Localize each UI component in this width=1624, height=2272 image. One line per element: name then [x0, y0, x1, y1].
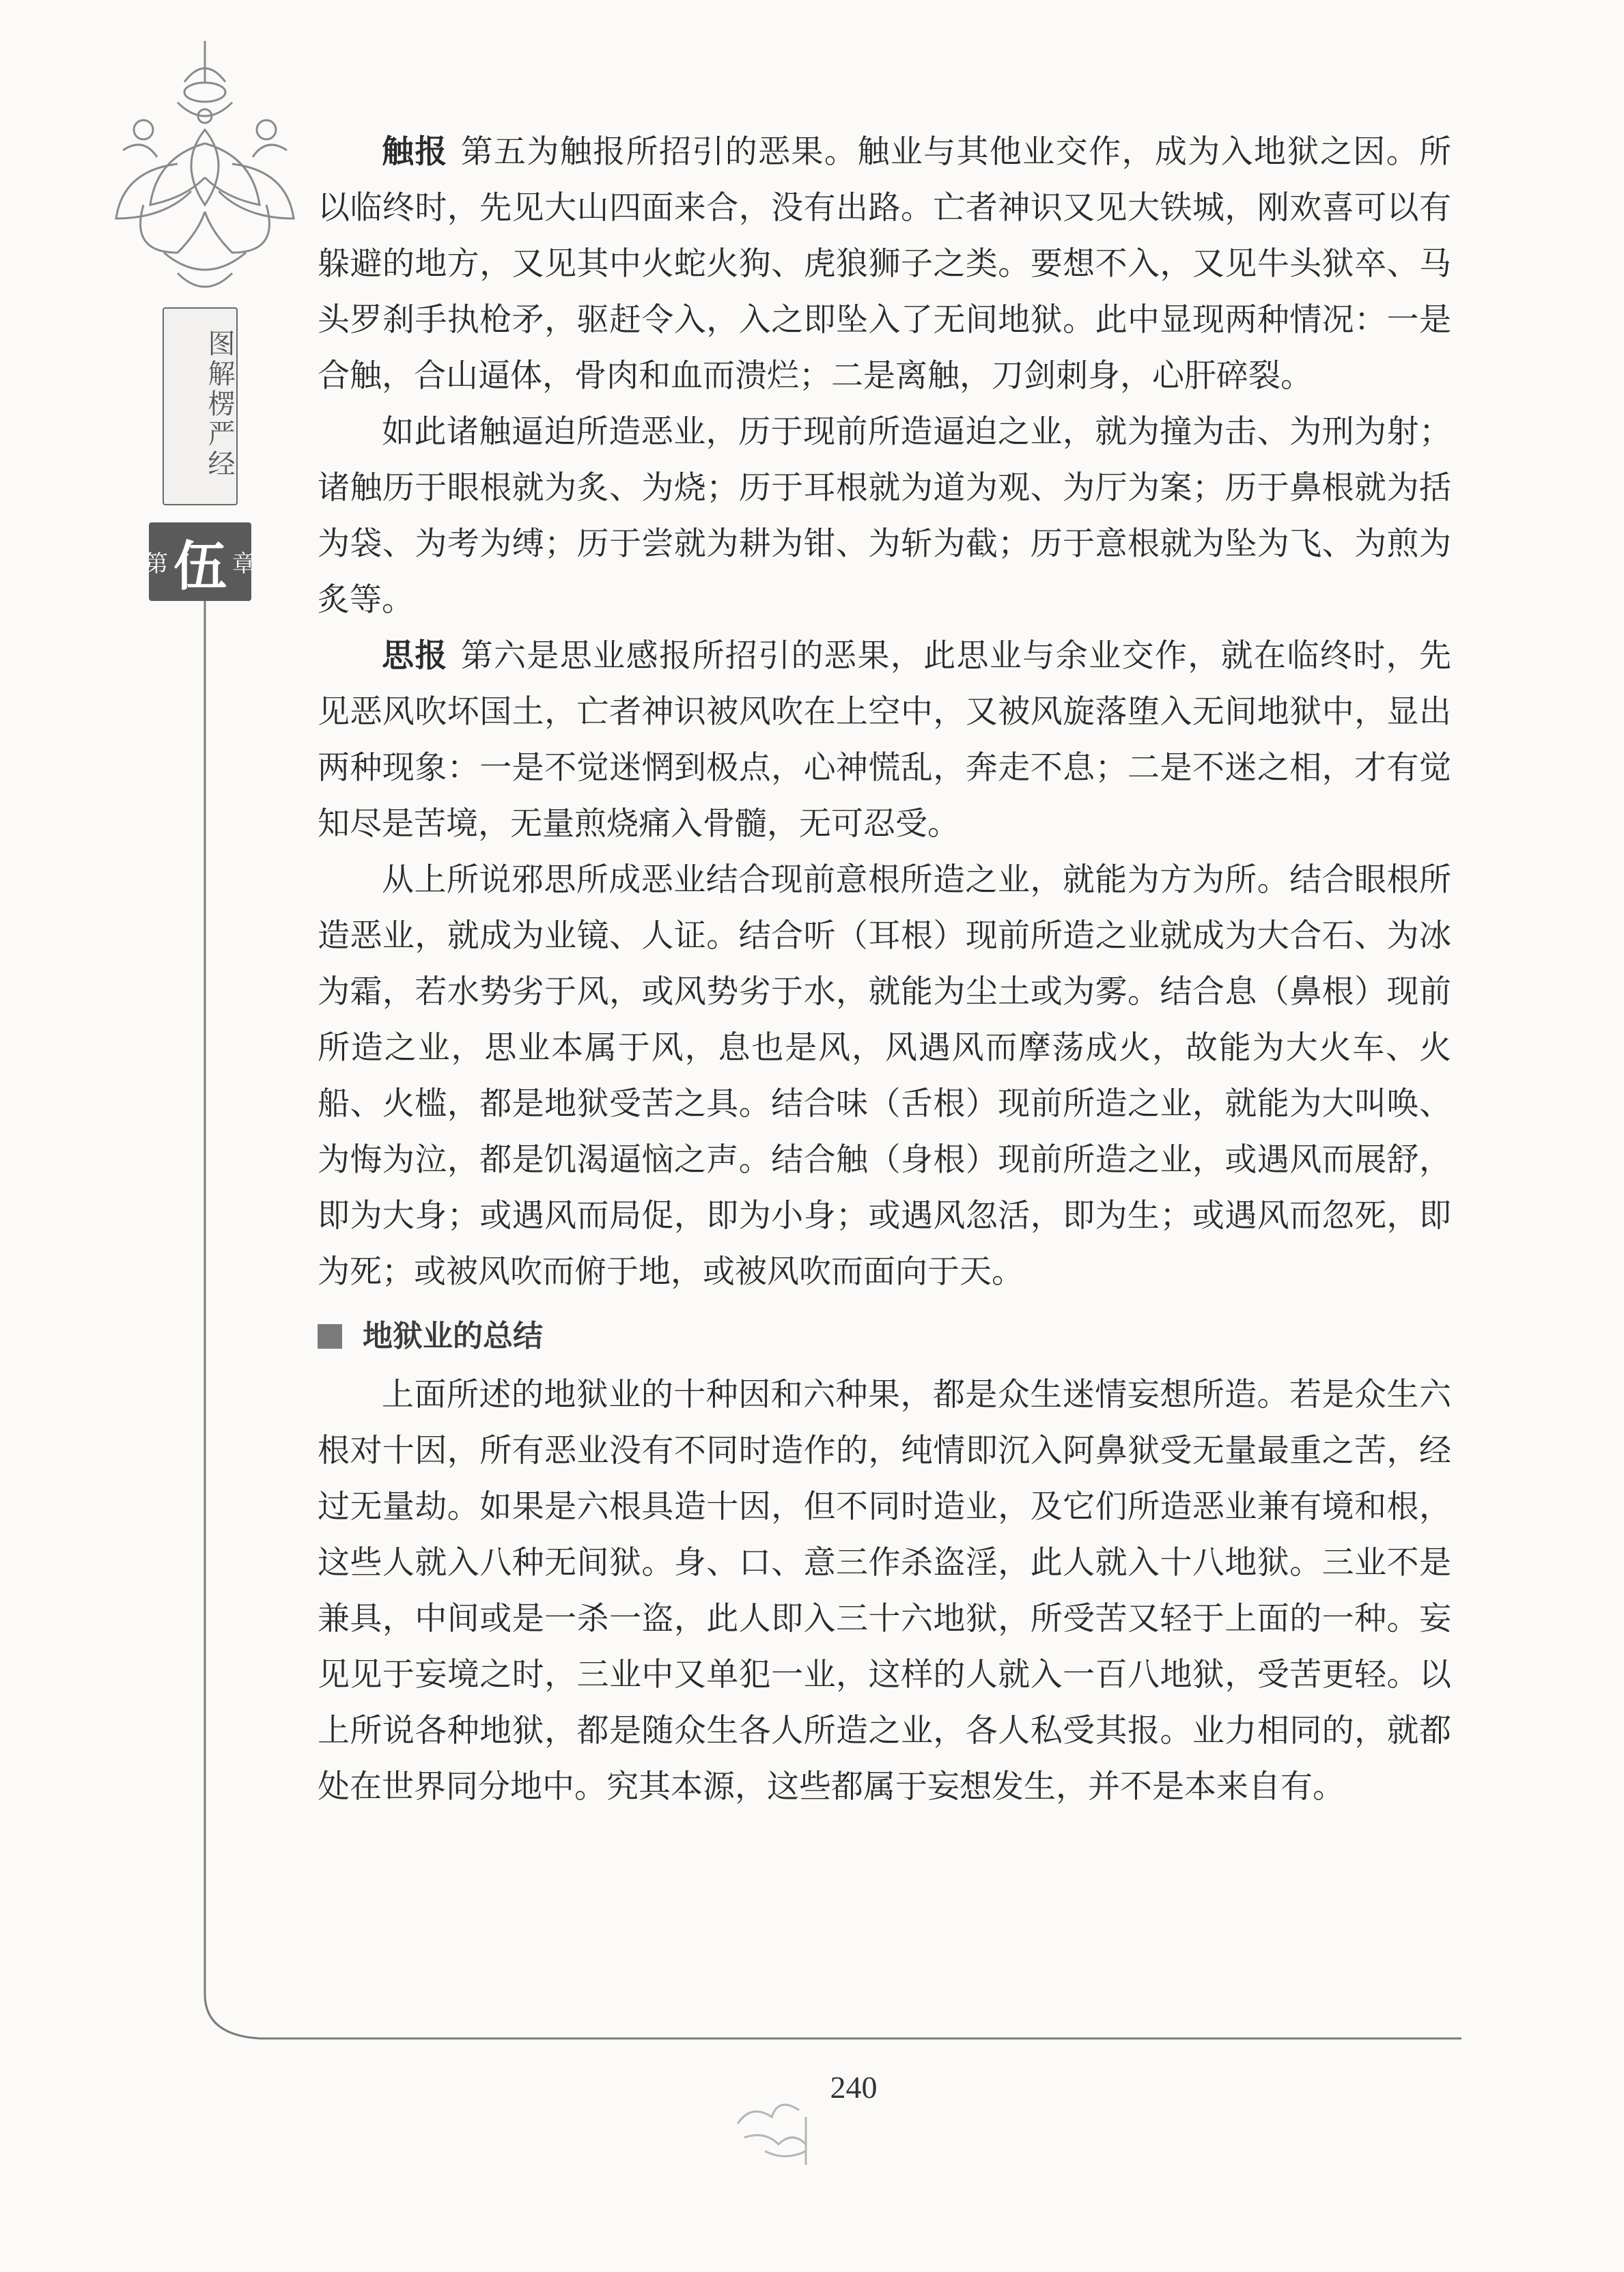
- paragraph-text: 第五为触报所招引的恶果。触业与其他业交作，成为入地狱之因。所以临终时，先见大山四面来合，没有出路。亡者神识又见大铁城，刚欢喜可以有躲避的地方，又见其中火蛇火狗、虎狼狮子之类。要想不入，又见牛头狱卒、马头罗刹手执枪矛，驱赶令入，入之即坠入了无间地狱。此中显现两种情况：一是合触，合山逼体，骨肉和血而溃烂；二是离触，刀剑刺身，心肝碎裂。: [318, 133, 1452, 395]
- paragraph-touch-karma: [318, 404, 1451, 628]
- book-title-box: [163, 307, 238, 505]
- chapter-prefix: 第: [145, 550, 168, 578]
- main-content: [318, 124, 1451, 1815]
- chapter-number: 伍: [173, 535, 227, 598]
- paragraph-touch-retribution: [318, 124, 1451, 404]
- paragraph-text: 第六是思业感报所招引的恶果，此思业与余业交作，就在临终时，先见恶风吹坏国土，亡者神识被风吹在上空中，又被风旋落堕入无间地狱中，显出两种现象：一是不觉迷惘到极点，心神慌乱，奔走不息；二是不迷之相，才有觉知尽是苦境，无量煎烧痛入骨髓，无可忍受。: [318, 637, 1452, 843]
- paragraph-thought-retribution: [318, 628, 1451, 852]
- chapter-tab: [145, 522, 256, 601]
- term-thought-retribution: 思报: [382, 637, 448, 675]
- term-touch-retribution: 触报: [382, 133, 448, 171]
- page-number: 240: [830, 2070, 878, 2105]
- paragraph-text: 如此诸触逼迫所造恶业，历于现前所造逼迫之业，就为撞为击、为刑为射；诸触历于眼根就为炙、为烧；历于耳根就为道为观、为厅为案；历于鼻根就为括为袋、为考为缚；历于尝就为耕为钳、为斩为截；历于意根就为坠为飞、为煎为炙等。: [318, 413, 1451, 619]
- section-heading: [318, 1306, 1451, 1367]
- square-bullet-icon: [318, 1324, 342, 1349]
- lotus-vajra-ornament-icon: [102, 27, 307, 314]
- section-heading-text: 地狱业的总结: [363, 1319, 543, 1354]
- paragraph-evil-thought-karma: [318, 852, 1451, 1300]
- chapter-suffix: 章: [232, 550, 256, 578]
- paragraph-text: 上面所述的地狱业的十种因和六种果，都是众生迷情妄想所造。若是众生六根对十因，所有恶业没有不同时造作的，纯情即沉入阿鼻狱受无量最重之苦，经过无量劫。如果是六根具造十因，但不同时造业，及它们所造恶业兼有境和根，这些人就入八种无间狱。身、口、意三作杀盗淫，此人就入十八地狱。三业不是兼具，中间或是一杀一盗，此人即入三十六地狱，所受苦又轻于上面的一种。妄见见于妄境之时，三业中又单犯一业，这样的人就入一百八地狱，受苦更轻。以上所说各种地狱，都是随众生各人所造之业，各人私受其报。业力相同的，就都处在世界同分地中。究其本源，这些都属于妄想发生，并不是本来自有。: [318, 1376, 1451, 1806]
- book-title: 图解楞严经: [204, 329, 235, 479]
- paragraph-text: 从上所说邪思所成恶业结合现前意根所造之业，就能为方为所。结合眼根所造恶业，就成为业镜、人证。结合听（耳根）现前所造之业就成为大合石、为冰为霜，若水势劣于风，或风势劣于水，就能为尘土或为雾。结合息（鼻根）现前所造之业，思业本属于风，息也是风，风遇风而摩荡成火，故能为大火车、火船、火槛，都是地狱受苦之具。结合味（舌根）现前所造之业，就能为大叫唤、为悔为泣，都是饥渴逼恼之声。结合触（身根）现前所造之业，或遇风而展舒，即为大身；或遇风而局促，即为小身；或遇风忽活，即为生；或遇风而忽死，即为死；或被风吹而俯于地，或被风吹而面向于天。: [318, 861, 1451, 1291]
- paragraph-summary: [318, 1367, 1451, 1815]
